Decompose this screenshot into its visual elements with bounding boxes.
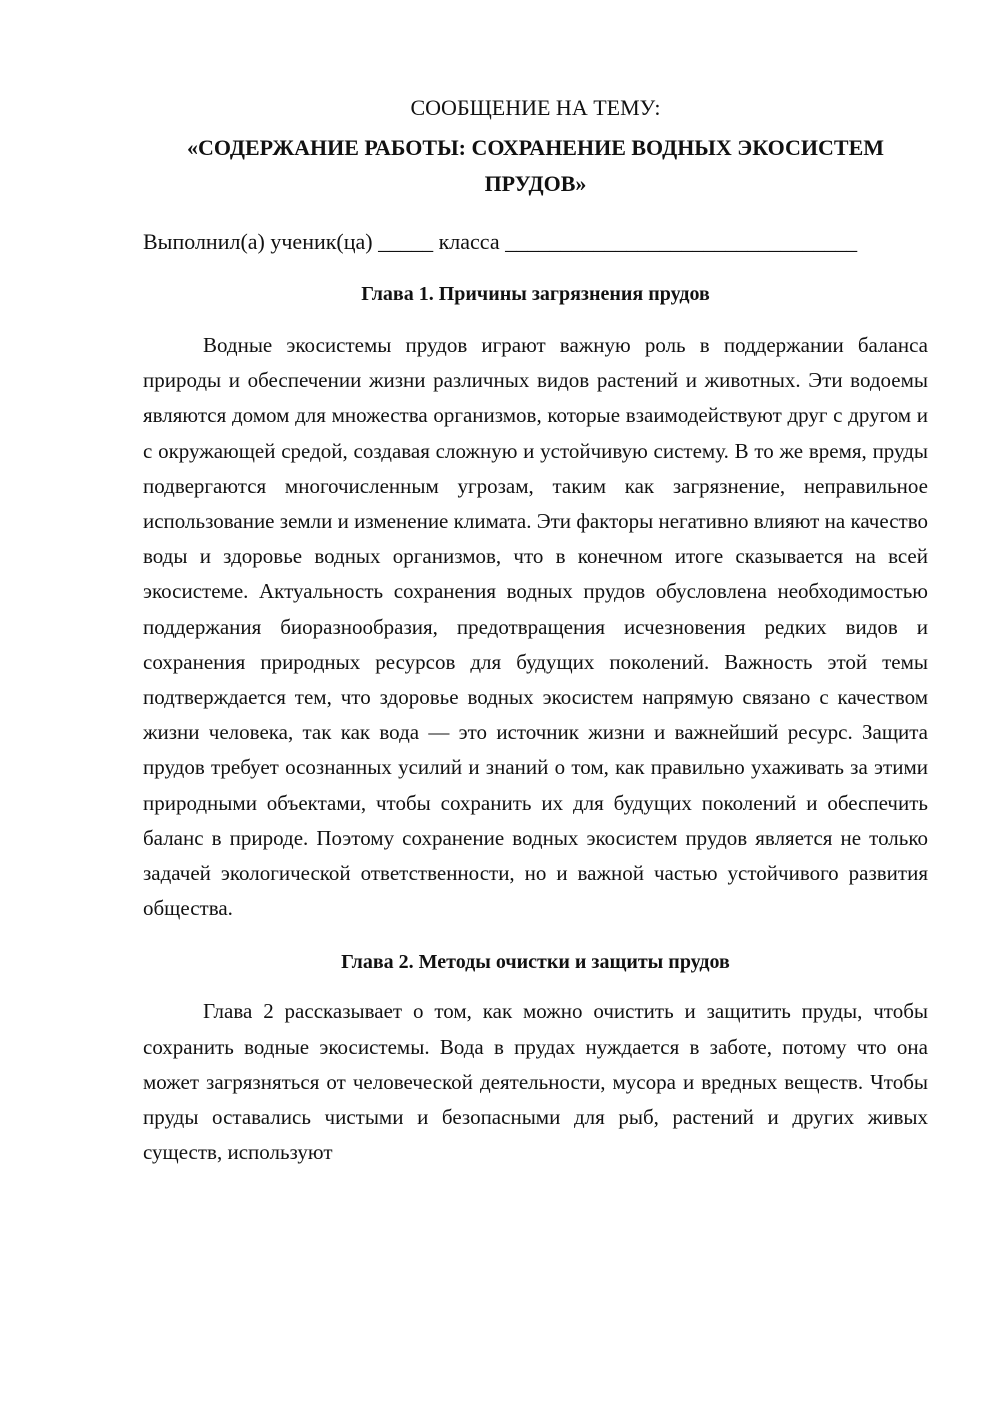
author-line: Выполнил(а) ученик(ца) _____ класса ________________________________ bbox=[143, 229, 858, 254]
document-title: «СОДЕРЖАНИЕ РАБОТЫ: СОХРАНЕНИЕ ВОДНЫХ ЭКОСИСТЕМ ПРУДОВ» bbox=[186, 135, 885, 196]
chapter-1-paragraph: Водные экосистемы прудов играют важную роль в поддержании баланса природы и обеспечении жизни различных видов растений и животных. Эти водоемы являются домом для множества организмов, которые взаимодействуют друг с другом и с окружающей средой, создавая сложную и устойчивую систему. В то же время, пруды подвергаются многочисленным угрозам, таким как загрязнение, неправильное использование земли и изменение климата. Эти факторы негативно влияют на качество воды и здоровье водных организмов, что в конечном итоге сказывается на всей экосистеме. Актуальность сохранения водных прудов обусловлена необходимостью поддержания биоразнообразия, предотвращения исчезновения редких видов и сохранения природных ресурсов для будущих поколений. Важность этой темы подтверждается тем, что здоровье водных экосистем напрямую связано с качеством жизни человека, так как вода — это источник жизни и важнейший ресурс. Защита прудов требует осознанных усилий и знаний о том, как правильно ухаживать за этими природными объектами, чтобы сохранить их для будущих поколений и обеспечить баланс в природе. Поэтому сохранение водных экосистем прудов является не только задачей экологической ответственности, но и важной частью устойчивого развития общества. bbox=[143, 333, 928, 921]
chapter-1-heading: Глава 1. Причины загрязнения прудов bbox=[361, 283, 710, 305]
chapter-2-paragraph: Глава 2 рассказывает о том, как можно очистить и защитить пруды, чтобы сохранить водные экосистемы. Вода в прудах нуждается в заботе, потому что она может загрязняться от человеческой деятельности, мусора и вредных веществ. Чтобы пруды оставались чистыми и безопасными для рыб, растений и других живых существ, используют bbox=[143, 999, 928, 1165]
chapter-2-heading: Глава 2. Методы очистки и защиты прудов bbox=[341, 951, 730, 974]
document-page bbox=[143, 90, 928, 1170]
document-header: СООБЩЕНИЕ НА ТЕМУ: bbox=[410, 95, 661, 120]
